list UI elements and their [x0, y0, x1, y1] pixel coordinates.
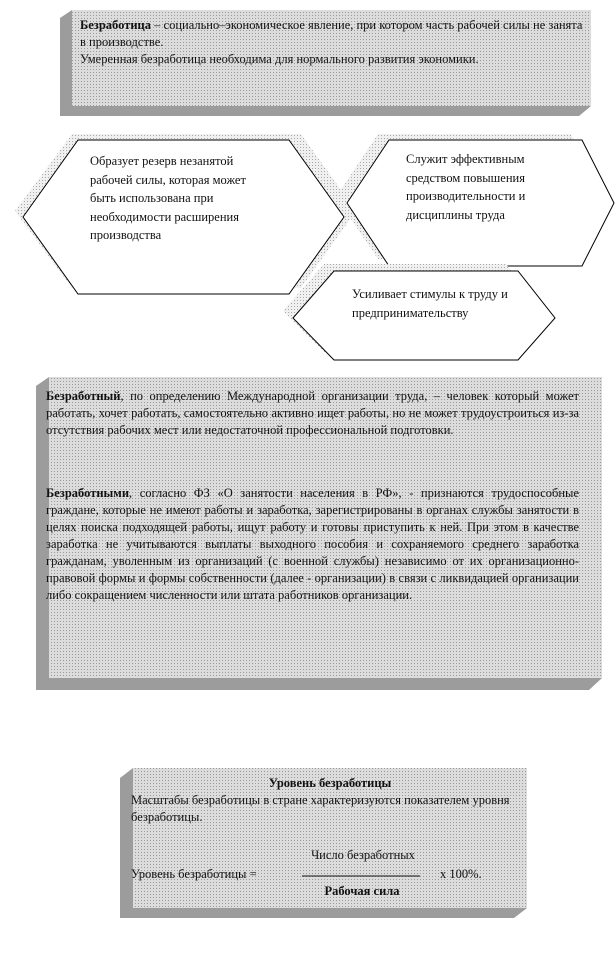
formula-numerator: Число безработных: [311, 848, 415, 862]
formula-multiplier: x 100%.: [440, 867, 482, 881]
rate-title: Уровень безработицы: [268, 776, 392, 790]
definition-note: Умеренная безработица необходима для нормального развития экономики.: [80, 52, 479, 66]
unemployed-law-term: Безработными: [46, 486, 130, 500]
definition-body: – социально–экономическое явление, при котором часть рабочей силы не занята в производстве.: [80, 18, 583, 49]
definition-text: [80, 17, 585, 68]
unemployed-para-2: Безработными, согласно ФЗ «О занятости населения в РФ», - признаются трудоспособные граждане, которые не имеют работы и заработка, зарегистрированы в органах службы занятости в целях поиска подходящей работы, ищут работу и готовы приступить к ней. При этом в качестве заработка не учитываются выплаты выходного пособия и сохраняемого среднего заработка гражданам, уволенным из организаций (с военной службы) независимо от их организационно-правовой формы и формы собственности (далее - организации) в связи с ликвидацией организации либо сокращением численности или штата работников организации.: [46, 486, 579, 602]
hexagon-efficiency-label: Служит эффективным средством повышения производительности и дисциплины труда: [406, 152, 526, 222]
rate-description: Масштабы безработицы в стране характеризуются показателем уровня безработицы.: [131, 793, 510, 824]
unemployed-para-1: Безработный, по определению Международной организации труда, – человек который может работать, хочет работать, самостоятельно активно ищет работы, но не может трудоустроиться из-за отсутствия рабочих мест или недостаточной профессиональной подготовки.: [46, 389, 579, 437]
hexagon-stimulus-label: Усиливает стимулы к труду и предпринимательству: [352, 287, 508, 320]
formula-left: Уровень безработицы =: [131, 867, 257, 881]
unemployed-term: Безработный: [46, 389, 121, 403]
definition-term: Безработица: [80, 18, 152, 32]
hexagon-reserve-label: Образует резерв незанятой рабочей силы, которая может быть использована при необходимости расширения производства: [90, 154, 246, 242]
formula-denominator: Рабочая сила: [324, 884, 400, 898]
